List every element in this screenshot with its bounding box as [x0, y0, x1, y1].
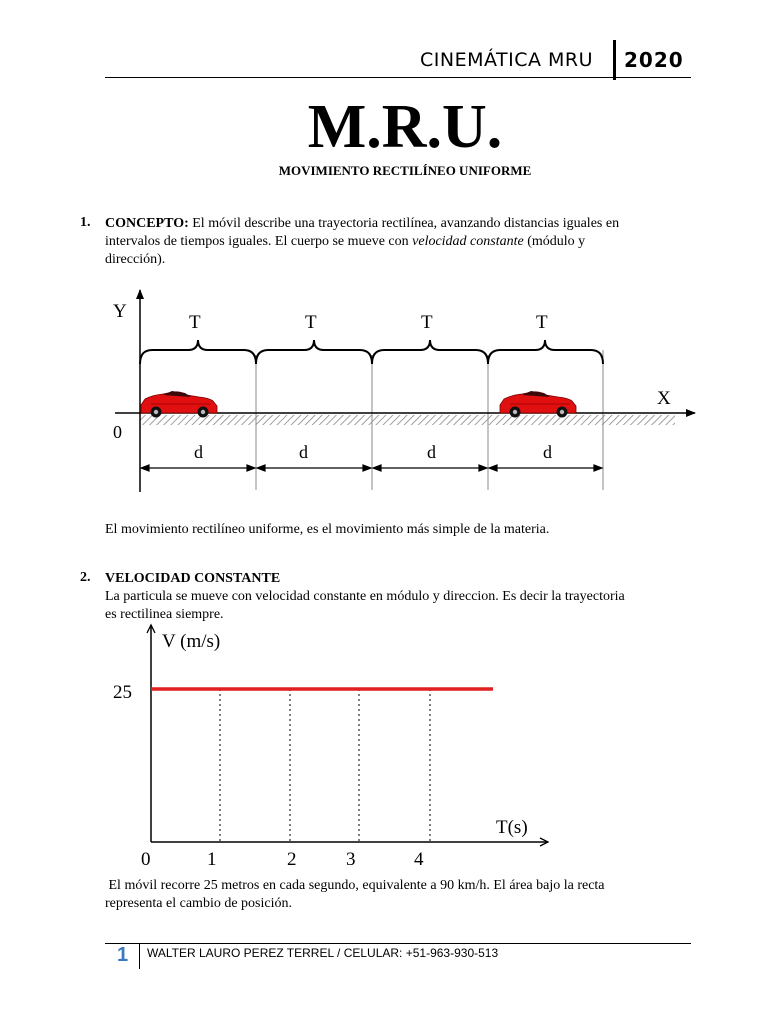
distance-label: d [427, 442, 436, 462]
time-brace [256, 340, 372, 364]
section2-line1: La particula se mueve con velocidad constante en módulo y direccion. Es decir la trayectoria [105, 589, 625, 604]
y-axis-title: V (m/s) [162, 631, 221, 652]
page-title: M.R.U. [307, 93, 503, 161]
section1-line2: intervalos de tiempos iguales. El cuerpo se mueve con [105, 234, 409, 249]
time-label: T [421, 312, 433, 333]
mru-diagram [0, 270, 768, 500]
section2-number: 2. [80, 570, 91, 585]
x-tick-label: 3 [346, 849, 356, 870]
footer-text: WALTER LAURO PEREZ TERREL / CELULAR: +51-963-930-513 [147, 946, 499, 960]
x-axis-label: X [657, 388, 671, 409]
ground-hatch [140, 415, 675, 425]
header-year: 2020 [624, 48, 684, 72]
y-axis-label: Y [113, 301, 127, 322]
header-rule [105, 77, 691, 78]
page-subtitle: MOVIMIENTO RECTILÍNEO UNIFORME [278, 163, 532, 178]
section1-line3: dirección). [105, 252, 166, 267]
section2-after [105, 877, 705, 913]
x-tick-label: 2 [287, 849, 297, 870]
distance-label: d [543, 442, 552, 462]
time-brace [372, 340, 488, 364]
footer-rule [105, 943, 691, 944]
section2-heading: VELOCIDAD CONSTANTE [105, 571, 281, 586]
section1-emphasis: velocidad constante [412, 234, 524, 249]
header-title: CINEMÁTICA MRU [420, 49, 594, 71]
header-separator [613, 40, 616, 80]
time-brace [140, 340, 256, 364]
section1-number: 1. [80, 215, 91, 230]
x-tick-label: 1 [207, 849, 217, 870]
distance-label: d [194, 442, 203, 462]
x-tick-label: 0 [141, 849, 151, 870]
section1-line1: El móvil describe una trayectoria rectilínea, avanzando distancias iguales en [192, 216, 620, 231]
time-brace [488, 340, 603, 364]
footer-separator [139, 943, 140, 969]
section2-after-line2: representa el cambio de posición. [105, 896, 292, 911]
origin-label: 0 [113, 422, 122, 442]
time-label: T [536, 312, 548, 333]
page-number: 1 [117, 944, 129, 966]
velocity-chart [0, 615, 768, 877]
section1-paragraph [105, 215, 705, 269]
x-axis-title: T(s) [496, 817, 528, 838]
section1-after-text: El movimiento rectilíneo uniforme, es el movimiento más simple de la materia. [105, 522, 550, 537]
section1-heading: CONCEPTO: [105, 216, 189, 231]
time-label: T [189, 312, 201, 333]
section2-after-line1: El móvil recorre 25 metros en cada segundo, equivalente a 90 km/h. El área bajo la recta [108, 878, 605, 893]
y-tick-label: 25 [113, 682, 132, 703]
section2-line2: es rectilinea siempre. [105, 607, 224, 622]
distance-label: d [299, 442, 308, 462]
x-tick-label: 4 [414, 849, 424, 870]
section1-line2-end: (módulo y [527, 234, 586, 249]
time-label: T [305, 312, 317, 333]
